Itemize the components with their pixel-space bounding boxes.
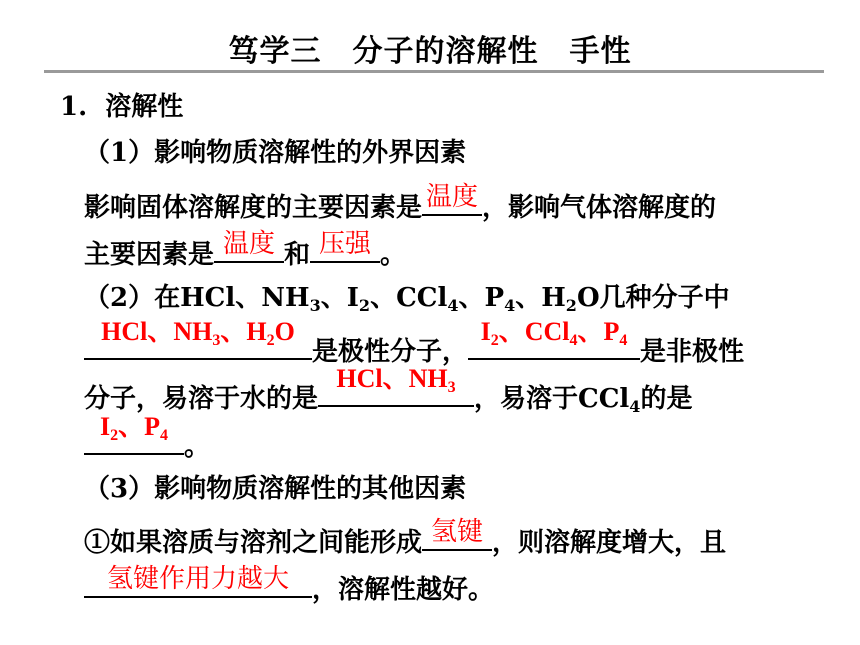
page-title: 笃学三 分子的溶解性 手性 — [228, 34, 632, 69]
section-title: 溶解性 — [105, 92, 184, 122]
answer-text: 温度 — [426, 182, 479, 212]
text: ，则溶解度增大，且 — [492, 528, 727, 558]
text: ①如果溶质与溶剂之间能形成 — [84, 528, 423, 558]
text: ，影响气体溶解度的 — [482, 193, 717, 223]
sub1-line1 — [84, 182, 717, 223]
text: 主要因素是 — [84, 240, 215, 270]
answer-blank — [310, 229, 380, 263]
text: 、 — [370, 283, 397, 313]
answer-blank — [422, 517, 492, 551]
section-heading — [60, 92, 183, 122]
formula: HCl — [180, 283, 236, 313]
subscript: 2 — [358, 296, 371, 315]
formula: CCl — [396, 283, 448, 313]
answer-blank — [84, 564, 312, 598]
sub3-line2 — [84, 564, 495, 605]
text: 是非极性 — [640, 337, 745, 367]
text: 分子，易溶于水的是 — [84, 384, 319, 414]
formula: NH — [261, 283, 310, 313]
subscript: 4 — [504, 296, 516, 315]
sub2-line4 — [84, 412, 211, 462]
text: 。 — [184, 432, 211, 462]
text: 、 — [235, 283, 262, 313]
text: 、 — [515, 283, 542, 313]
sub2-line1 — [84, 283, 730, 321]
formula: O — [576, 283, 600, 313]
answer-blank — [84, 412, 184, 455]
answer-text: $I_2$、$P_4$ — [99, 412, 168, 444]
answer-text: 温度 — [223, 229, 276, 259]
answer-text: 压强 — [319, 229, 372, 259]
text: （2）在 — [84, 283, 181, 313]
subscript: 4 — [447, 296, 459, 315]
sub3-line1 — [84, 517, 727, 558]
answer-blank — [468, 317, 640, 360]
text: 、 — [458, 283, 485, 313]
sub1-heading: （1）影响物质溶解性的外界因素 — [84, 138, 467, 168]
text: 和 — [284, 240, 311, 270]
text: 几种分子中 — [599, 283, 730, 313]
formula: H — [541, 283, 566, 313]
text: 的是 — [640, 384, 693, 414]
answer-text: 氢键 — [431, 517, 484, 547]
answer-blank — [84, 317, 312, 360]
sub3-heading: （3）影响物质溶解性的其他因素 — [84, 474, 467, 504]
answer-blank — [422, 182, 482, 216]
answer-text: HCl、$NH_3$ — [336, 364, 456, 396]
answer-text: HCl、$NH_3$、$H_2O$ — [101, 317, 295, 349]
title-divider — [44, 70, 824, 73]
text: 影响固体溶解度的主要因素是 — [84, 193, 423, 223]
sub2-line2 — [84, 317, 745, 367]
sub1-line2 — [84, 229, 407, 270]
answer-blank — [214, 229, 284, 263]
answer-blank — [318, 364, 474, 407]
text: ，溶解性越好。 — [312, 575, 495, 605]
formula: CCl — [578, 384, 630, 414]
text: 是极性分子， — [312, 337, 469, 367]
formula: P — [484, 283, 505, 313]
section-number: 1. — [60, 92, 88, 122]
text: ，易溶于 — [474, 384, 579, 414]
formula: I — [346, 283, 359, 313]
answer-text: $I_2$、CCl$_4$、$P_4$ — [480, 317, 628, 349]
subscript: 2 — [565, 296, 577, 315]
answer-text: 氢键作用力越大 — [106, 564, 289, 594]
text: 。 — [380, 240, 407, 270]
subscript: 3 — [309, 296, 321, 315]
subscript: 4 — [629, 397, 641, 416]
text: 、 — [320, 283, 347, 313]
